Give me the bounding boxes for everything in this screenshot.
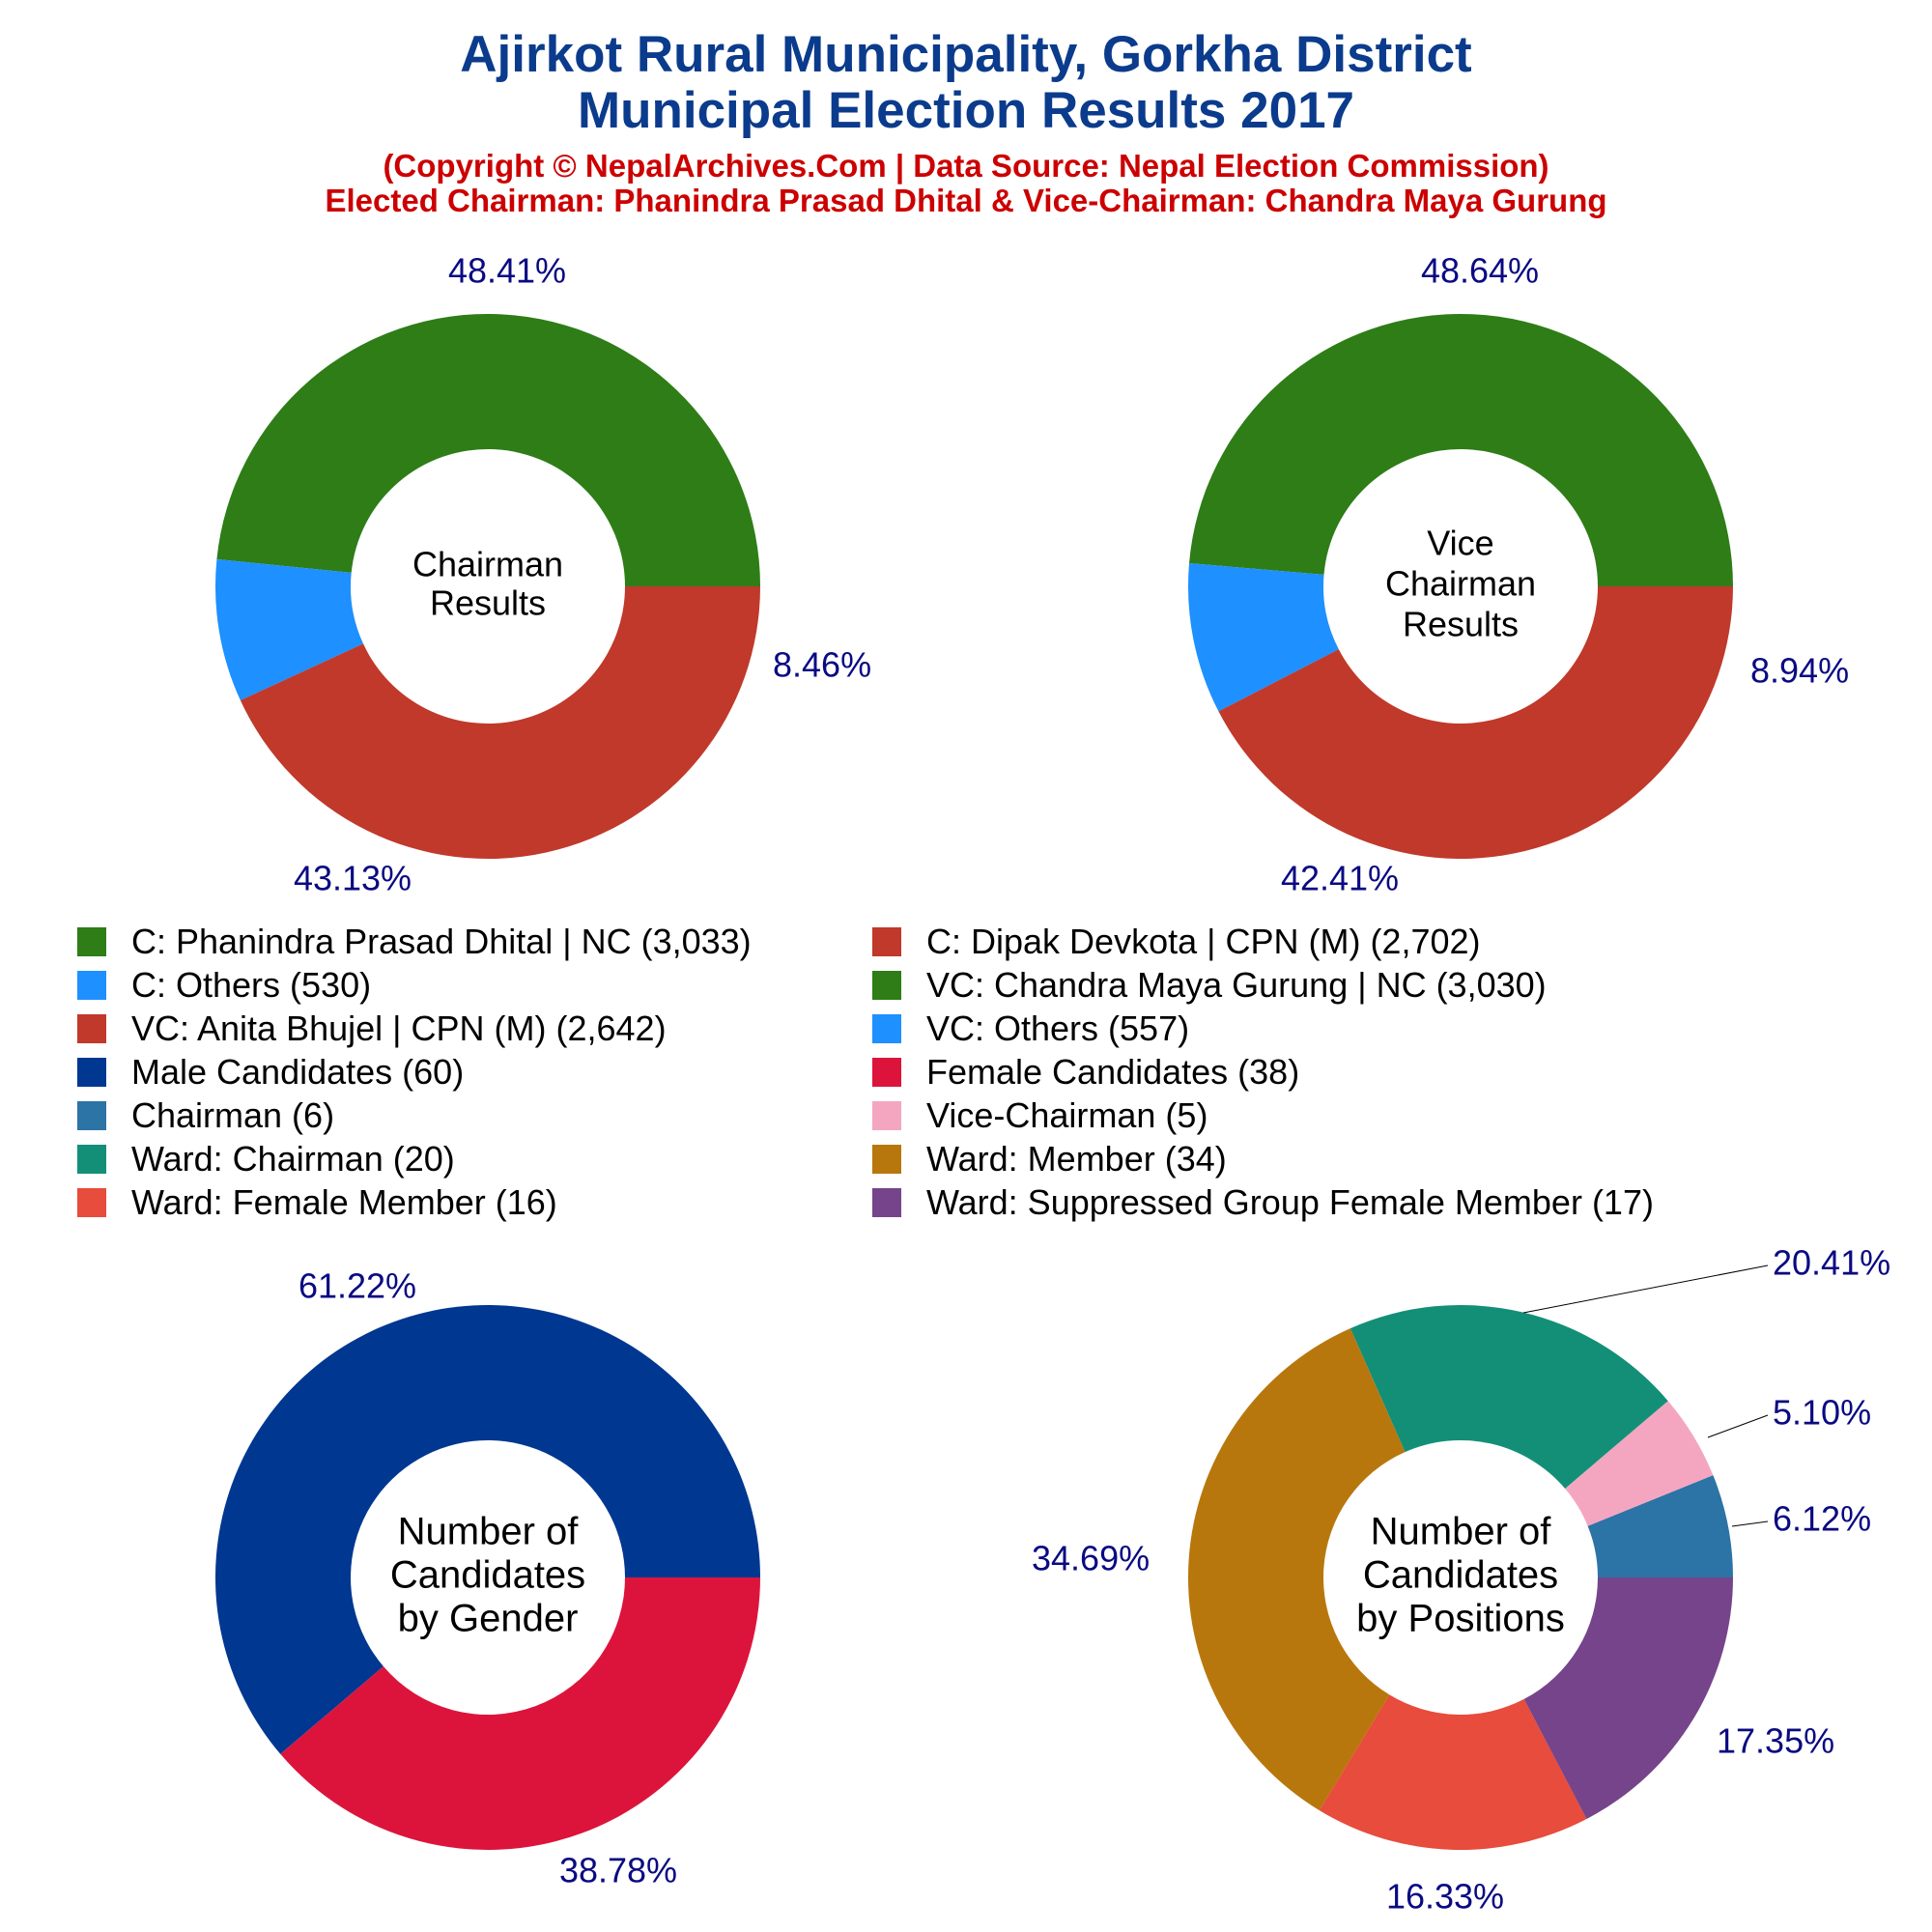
legend-swatch	[77, 1145, 106, 1174]
legend-swatch	[872, 971, 901, 1000]
donut-1-percent-label-1: 48.41%	[447, 250, 567, 291]
chart-subtitle-copyright: (Copyright © NepalArchives.Com | Data Source: Nepal Election Commission)	[383, 148, 1549, 184]
donut-2-center-label-line-3: Results	[1402, 604, 1520, 644]
legend-label: C: Dipak Devkota | CPN (M) (2,702)	[926, 922, 1481, 961]
donut-1-center-label-line-2: Results	[429, 582, 547, 623]
legend-swatch	[77, 1101, 106, 1130]
donut-3-center-label-line-2: Candidates	[389, 1553, 586, 1597]
legend-label: Vice-Chairman (5)	[926, 1095, 1208, 1135]
legend-item	[872, 1009, 1189, 1048]
legend-label: Male Candidates (60)	[131, 1052, 465, 1092]
legend-swatch	[872, 1014, 901, 1043]
donut-2-percent-label-2: 8.94%	[1750, 650, 1850, 691]
donut-4-percent-label-1: 6.12%	[1773, 1498, 1872, 1539]
donut-4-percent-label-6: 17.35%	[1717, 1720, 1835, 1761]
legend-label: Ward: Female Member (16)	[131, 1182, 557, 1222]
legend-swatch	[872, 1058, 901, 1087]
donut-4-leader-line-2	[1708, 1415, 1768, 1437]
donut-1-percent-label-2: 8.46%	[773, 644, 872, 685]
donut-4-center-label-line-1: Number of	[1370, 1510, 1551, 1553]
donut-4-leader-line-3	[1523, 1265, 1768, 1313]
chart-title-line2: Municipal Election Results 2017	[577, 82, 1355, 139]
legend-item	[77, 1140, 455, 1179]
donut-1-center-label-line-1: Chairman	[412, 544, 564, 584]
donut-1-percent-label-3: 43.13%	[293, 858, 412, 898]
legend-label: VC: Anita Bhujel | CPN (M) (2,642)	[131, 1009, 667, 1048]
legend-item	[77, 923, 752, 961]
donut-4-leader-line-1	[1732, 1521, 1768, 1526]
legend-item	[872, 966, 1547, 1005]
donut-4-center-label-line-3: by Positions	[1356, 1597, 1565, 1640]
legend-label: C: Phanindra Prasad Dhital | NC (3,033)	[131, 922, 752, 961]
donut-4-center-label-line-2: Candidates	[1362, 1553, 1559, 1597]
donut-4-percent-label-3: 20.41%	[1773, 1242, 1891, 1283]
donut-2-center-label-line-1: Vice	[1427, 523, 1494, 563]
donut-3-percent-label-2: 38.78%	[558, 1850, 678, 1890]
legend-swatch	[872, 1145, 901, 1174]
legend-swatch	[872, 1188, 901, 1217]
chart-subtitle-elected: Elected Chairman: Phanindra Prasad Dhital & Vice-Chairman: Chandra Maya Gurung	[325, 183, 1607, 218]
legend-swatch	[77, 1188, 106, 1217]
legend-item	[872, 923, 1481, 961]
legend-swatch	[77, 1058, 106, 1087]
donut-4-percent-label-4: 34.69%	[1032, 1538, 1151, 1578]
legend-swatch	[77, 971, 106, 1000]
legend-label: Chairman (6)	[131, 1095, 335, 1135]
legend-swatch	[77, 1014, 106, 1043]
legend-swatch	[872, 1101, 901, 1130]
legend-item	[872, 1053, 1299, 1092]
legend-item	[872, 1183, 1654, 1222]
legend-item	[77, 1183, 557, 1222]
donut-4-percent-label-5: 16.33%	[1385, 1876, 1505, 1917]
legend-label: Ward: Suppressed Group Female Member (17)	[926, 1182, 1654, 1222]
legend-item	[872, 1140, 1227, 1179]
donut-2-percent-label-1: 48.64%	[1420, 250, 1540, 291]
legend-label: VC: Others (557)	[926, 1009, 1190, 1048]
legend-item	[77, 1096, 334, 1135]
legend-label: C: Others (530)	[131, 965, 372, 1005]
legend-label: Female Candidates (38)	[926, 1052, 1300, 1092]
legend-label: VC: Chandra Maya Gurung | NC (3,030)	[926, 965, 1547, 1005]
chart-title-line1: Ajirkot Rural Municipality, Gorkha District	[460, 26, 1472, 83]
legend-item	[77, 1053, 464, 1092]
donut-4-percent-label-2: 5.10%	[1773, 1392, 1872, 1433]
legend-label: Ward: Member (34)	[926, 1139, 1227, 1179]
donut-3-percent-label-1: 61.22%	[298, 1265, 417, 1306]
donut-2-center-label-line-2: Chairman	[1384, 563, 1537, 604]
legend-item	[872, 1096, 1208, 1135]
legend-item	[77, 1009, 667, 1048]
legend-item	[77, 966, 371, 1005]
donut-3-center-label-line-1: Number of	[397, 1510, 579, 1553]
legend-swatch	[77, 927, 106, 956]
legend-swatch	[872, 927, 901, 956]
donut-2-percent-label-3: 42.41%	[1280, 858, 1400, 898]
legend-label: Ward: Chairman (20)	[131, 1139, 455, 1179]
donut-3-center-label-line-3: by Gender	[397, 1597, 579, 1640]
